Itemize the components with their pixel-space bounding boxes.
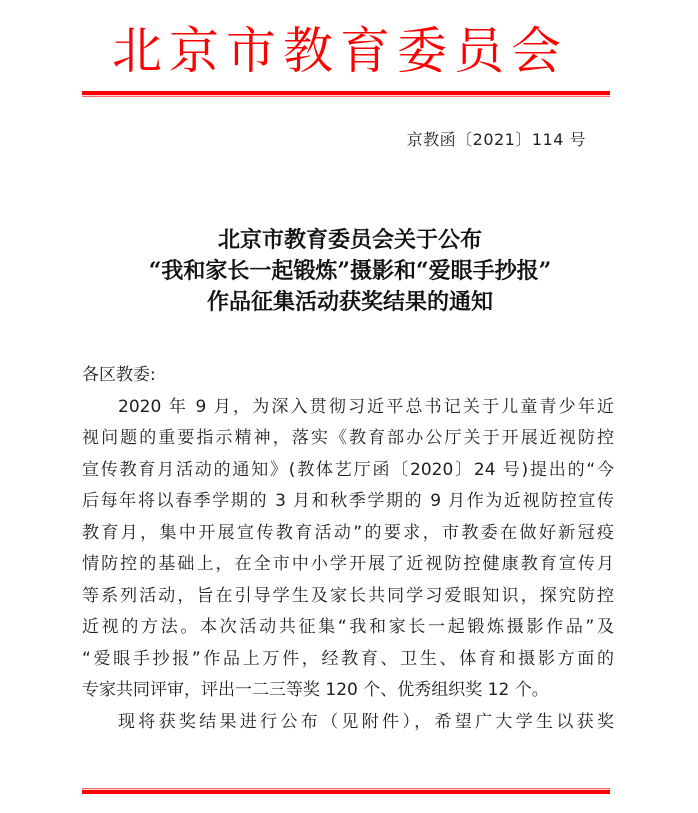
title-line-3: 作品征集活动获奖结果的通知 (206, 289, 493, 315)
paragraph-1 (82, 392, 614, 707)
issuer-masthead: 北京市教育委员会 (112, 22, 568, 80)
paragraph-2 (82, 707, 614, 739)
footer-rule-thick (82, 790, 610, 794)
paragraph-line: 后每年将以春季学期的 3 月和秋季学期的 9 月作为近视防控宣传 (82, 491, 614, 511)
header-red-rule (82, 91, 610, 97)
salutation: 各区教委: (82, 365, 156, 385)
document-number: 京教函〔2021〕114 号 (406, 130, 586, 149)
paragraph-line: 情防控的基础上，在全市中小学开展了近视防控健康教育宣传月 (82, 554, 614, 574)
paragraph-line: “爱眼手抄报”作品上万件，经教育、卫生、体育和摄影方面的 (82, 648, 614, 669)
paragraph-line: 2020 年 9 月，为深入贯彻习近平总书记关于儿童青少年近 (118, 396, 614, 417)
title-line-1: 北京市教育委员会关于公布 (217, 227, 482, 253)
document-body (82, 360, 614, 738)
header-rule-thin (82, 96, 610, 97)
paragraph-line: 视问题的重要指示精神，落实《教育部办公厅关于开展近视防控 (82, 428, 614, 448)
paragraph-line: 现将获奖结果进行公布（见附件），希望广大学生以获奖 (118, 711, 614, 732)
paragraph-line: 宣传教育月活动的通知》(教体艺厅函〔2020〕24 号)提出的“今 (82, 459, 614, 480)
title-line-2: “我和家长一起锻炼”摄影和“爱眼手抄报” (148, 258, 552, 284)
paragraph-line: 等系列活动，旨在引导学生及家长共同学习爱眼知识，探究防控 (82, 585, 614, 606)
document-title (60, 225, 640, 318)
paragraph-line: 近视的方法。本次活动共征集“我和家长一起锻炼摄影作品”及 (82, 617, 614, 637)
paragraph-line: 教育月，集中开展宣传教育活动”的要求，市教委在做好新冠疫 (82, 522, 614, 543)
paragraph-line: 专家共同评审，评出一二三等奖 120 个、优秀组织奖 12 个。 (82, 680, 549, 700)
footer-red-rule (82, 788, 610, 794)
